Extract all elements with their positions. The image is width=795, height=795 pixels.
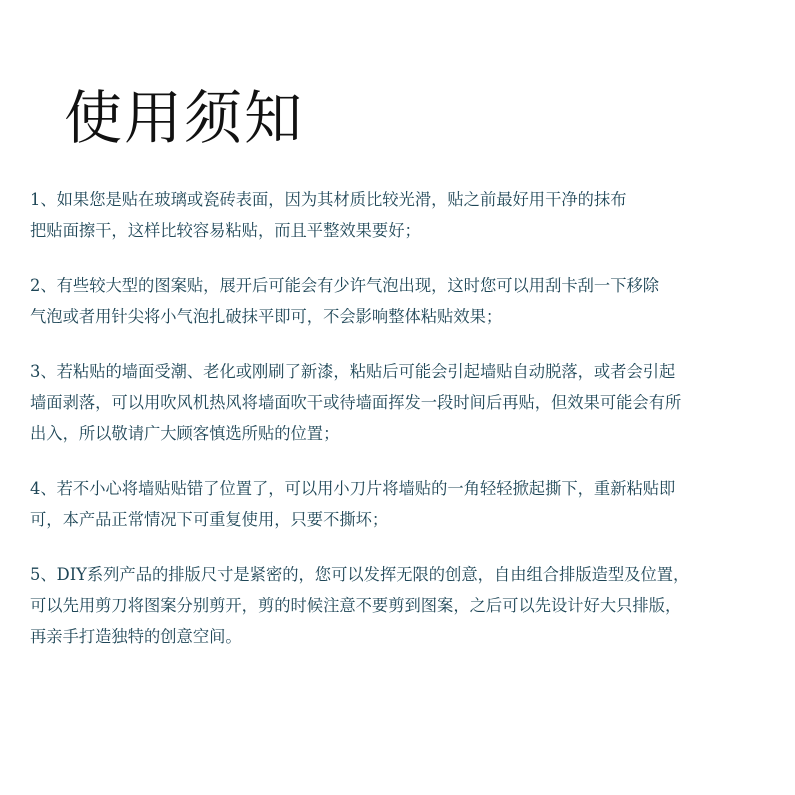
note-line: 把贴面擦干，这样比较容易粘贴，而且平整效果要好； [30,221,421,240]
note-item-1 [30,184,782,246]
note-line: 2、有些较大型的图案贴，展开后可能会有少许气泡出现，这时您可以用刮卡刮一下移除 [30,276,660,295]
note-line: 再亲手打造独特的创意空间。 [30,627,242,646]
note-line: 5、DIY系列产品的排版尺寸是紧密的，您可以发挥无限的创意，自由组合排版造型及位置， [30,565,690,584]
note-item-2 [30,270,782,332]
note-line: 3、若粘贴的墙面受潮、老化或刚刷了新漆，粘贴后可能会引起墙贴自动脱落，或者会引起 [30,362,676,381]
note-item-4 [30,473,782,535]
note-item-5 [30,559,782,652]
note-line: 出入，所以敬请广大顾客慎选所贴的位置； [30,424,340,443]
note-line: 墙面剥落，可以用吹风机热风将墙面吹干或待墙面挥发一段时间后再贴，但效果可能会有所 [30,393,682,412]
note-item-3 [30,356,782,449]
note-line: 气泡或者用针尖将小气泡扎破抹平即可，不会影响整体粘贴效果； [30,307,503,326]
note-line: 可，本产品正常情况下可重复使用，只要不撕坏； [30,510,389,529]
notes-list [30,184,782,676]
note-line: 4、若不小心将墙贴贴错了位置了，可以用小刀片将墙贴的一角轻轻掀起撕下，重新粘贴即 [30,479,676,498]
note-line: 1、如果您是贴在玻璃或瓷砖表面，因为其材质比较光滑，贴之前最好用干净的抹布 [30,190,627,209]
page-title: 使用须知 [64,84,305,152]
note-line: 可以先用剪刀将图案分别剪开，剪的时候注意不要剪到图案，之后可以先设计好大只排版， [30,596,682,615]
